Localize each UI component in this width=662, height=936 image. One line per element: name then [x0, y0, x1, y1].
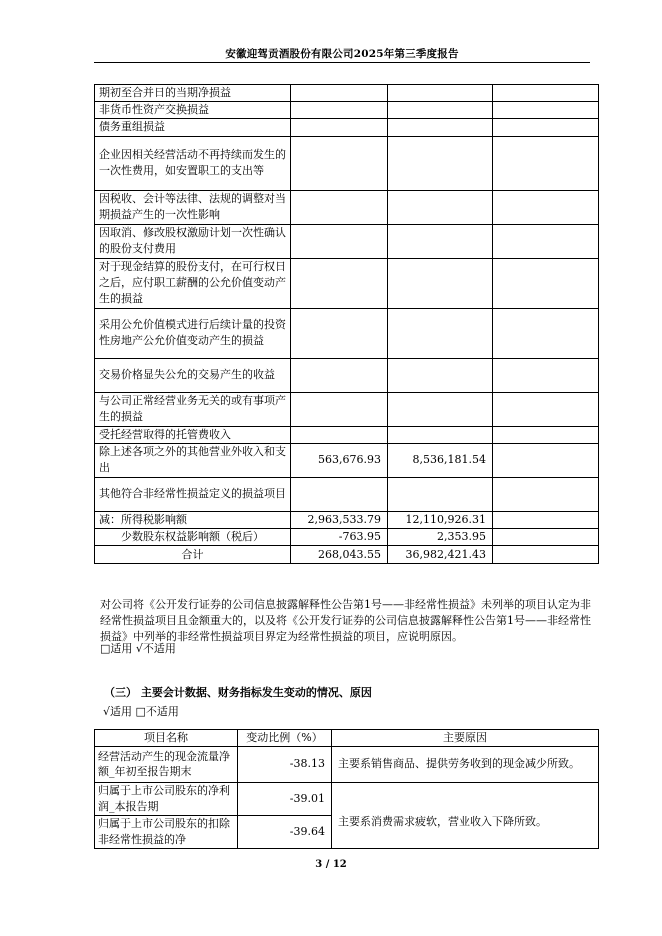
value-cell-2: 8,536,181.54 [388, 443, 493, 477]
value-cell-3 [493, 136, 599, 190]
value-cell-2 [388, 119, 493, 136]
value-cell-1 [291, 258, 388, 308]
value-cell-3 [493, 190, 599, 224]
value-cell-3 [493, 511, 599, 528]
value-cell-1 [291, 136, 388, 190]
header-change-ratio: 变动比例（%） [238, 730, 332, 747]
value-cell-2: 36,982,421.43 [388, 546, 493, 564]
table-row [95, 529, 599, 546]
table-row [95, 477, 599, 511]
value-cell-3 [493, 392, 599, 426]
value-cell-3 [493, 443, 599, 477]
item-label: 除上述各项之外的其他营业外收入和支出 [95, 443, 291, 477]
note-paragraph: 对公司将《公开发行证券的公司信息披露解释性公告第1号——非经常性损益》未列举的项目认定为非经常性损益项目且金额重大的，以及将《公开发行证券的公司信息披露解释性公告第1号——非经常性损益》中列举的非经常性损益项目界定为经常性损益的项目，应说明原因。 [100, 598, 591, 644]
value-cell-3 [493, 102, 599, 119]
table-row [95, 426, 599, 443]
item-label: 采用公允价值模式进行后续计量的投资性房地产公允价值变动产生的损益 [95, 308, 291, 358]
table-row [95, 546, 599, 564]
value-cell-2 [388, 392, 493, 426]
main-reason: 主要系销售商品、提供劳务收到的现金减少所致。 [332, 746, 599, 782]
value-cell-2 [388, 85, 493, 102]
table-header-row [95, 730, 599, 747]
item-label: 其他符合非经常性损益定义的损益项目 [95, 477, 291, 511]
value-cell-3 [493, 426, 599, 443]
item-name [95, 815, 238, 848]
header-main-reason: 主要原因 [332, 730, 599, 747]
change-ratio: -39.64 [238, 815, 332, 848]
non-recurring-items-table [94, 84, 599, 564]
value-cell-1 [291, 308, 388, 358]
value-cell-1 [291, 358, 388, 392]
item-label: 对于现金结算的股份支付，在可行权日之后，应付职工薪酬的公允价值变动产生的损益 [95, 258, 291, 308]
value-cell-3 [493, 258, 599, 308]
note-applicability-options: □适用 √不适用 [100, 642, 176, 655]
value-cell-2 [388, 308, 493, 358]
page-number: 3 / 12 [315, 859, 347, 870]
change-reasons-table [94, 729, 599, 849]
value-cell-1 [291, 392, 388, 426]
value-cell-3 [493, 308, 599, 358]
value-cell-3 [493, 546, 599, 564]
table-row [95, 358, 599, 392]
item-label: 少数股东权益影响额（税后） [95, 529, 291, 546]
value-cell-3 [493, 119, 599, 136]
table-row [95, 102, 599, 119]
change-ratio: -38.13 [238, 746, 332, 782]
value-cell-1 [291, 477, 388, 511]
value-cell-2: 12,110,926.31 [388, 511, 493, 528]
item-label: 减：所得税影响额 [95, 511, 291, 528]
item-label: 受托经营取得的托管费收入 [95, 426, 291, 443]
table-row [95, 190, 599, 224]
value-cell-2 [388, 426, 493, 443]
document-header-title: 安徽迎驾贡酒股份有限公司2025年第三季度报告 [225, 48, 459, 60]
value-cell-1: -763.95 [291, 529, 388, 546]
value-cell-1 [291, 426, 388, 443]
value-cell-3 [493, 85, 599, 102]
table-row [95, 392, 599, 426]
table-row [95, 224, 599, 258]
value-cell-2: 2,353.95 [388, 529, 493, 546]
table-row [95, 258, 599, 308]
item-label: 因取消、修改股权激励计划一次性确认的股份支付费用 [95, 224, 291, 258]
value-cell-1: 268,043.55 [291, 546, 388, 564]
table-row [95, 136, 599, 190]
item-label: 因税收、会计等法律、法规的调整对当期损益产生的一次性影响 [95, 190, 291, 224]
item-label: 与公司正常经营业务无关的或有事项产生的损益 [95, 392, 291, 426]
item-name: 归属于上市公司股东的净利润_本报告期 [95, 782, 238, 815]
table-row [95, 119, 599, 136]
value-cell-1 [291, 85, 388, 102]
value-cell-2 [388, 102, 493, 119]
change-ratio: -39.01 [238, 782, 332, 815]
value-cell-1 [291, 190, 388, 224]
table-row [95, 746, 599, 782]
value-cell-2 [388, 224, 493, 258]
value-cell-1 [291, 224, 388, 258]
value-cell-2 [388, 477, 493, 511]
section-applicability-options: √适用 □不适用 [103, 705, 179, 718]
section-title: （三） 主要会计数据、财务指标发生变动的情况、原因 [104, 686, 372, 699]
value-cell-3 [493, 529, 599, 546]
main-reason: 主要系消费需求疲软，营业收入下降所致。 [332, 782, 599, 848]
value-cell-1: 2,963,533.79 [291, 511, 388, 528]
item-label: 债务重组损益 [95, 119, 291, 136]
header-rule [94, 62, 590, 63]
value-cell-3 [493, 477, 599, 511]
value-cell-3 [493, 224, 599, 258]
value-cell-2 [388, 358, 493, 392]
value-cell-1 [291, 119, 388, 136]
table-row [95, 443, 599, 477]
value-cell-1 [291, 102, 388, 119]
table-row [95, 511, 599, 528]
value-cell-2 [388, 258, 493, 308]
item-label: 期初至合并日的当期净损益 [95, 85, 291, 102]
item-label: 非货币性资产交换损益 [95, 102, 291, 119]
item-name-text: 归属于上市公司股东的扣除非经常性损益的净 [98, 817, 230, 846]
value-cell-1: 563,676.93 [291, 443, 388, 477]
item-label: 交易价格显失公允的交易产生的收益 [95, 358, 291, 392]
table-row [95, 308, 599, 358]
value-cell-2 [388, 190, 493, 224]
item-name: 经营活动产生的现金流量净额_年初至报告期末 [95, 746, 238, 782]
table-row [95, 782, 599, 815]
header-item-name: 项目名称 [95, 730, 238, 747]
value-cell-2 [388, 136, 493, 190]
table-row [95, 85, 599, 102]
item-label: 企业因相关经营活动不再持续而发生的一次性费用，如安置职工的支出等 [95, 136, 291, 190]
item-label: 合计 [95, 546, 291, 564]
value-cell-3 [493, 358, 599, 392]
